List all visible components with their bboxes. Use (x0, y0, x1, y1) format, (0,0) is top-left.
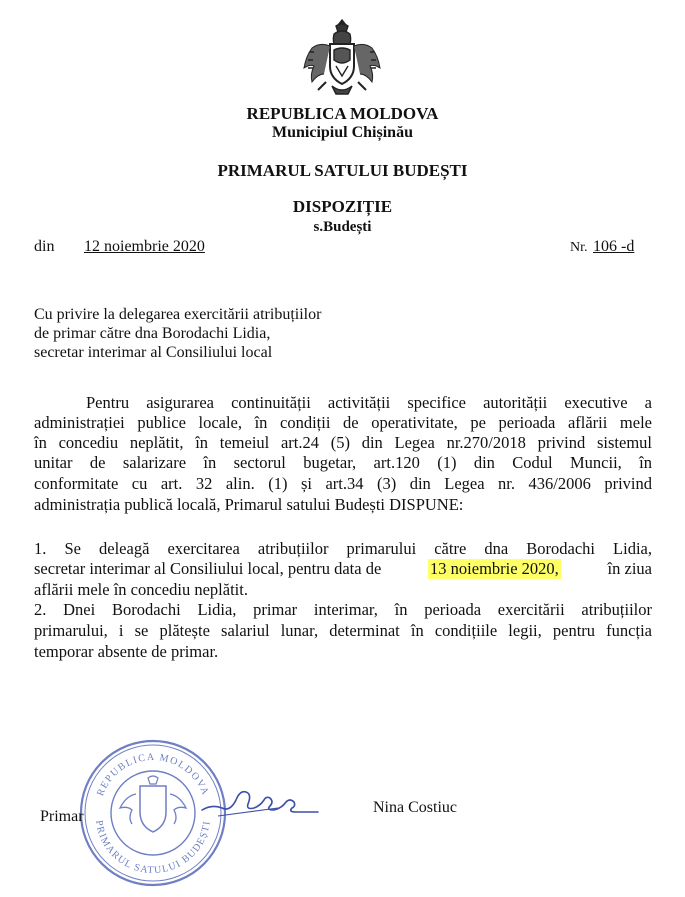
preamble-line: conformitate cu art. 32 alin. (1) și art.34 (3) din Legea nr. 436/2006 privind (34, 474, 652, 493)
date-prefix: din (34, 238, 55, 255)
number-prefix: Nr. (570, 240, 588, 255)
handwritten-signature (200, 776, 325, 826)
item-1-line (34, 559, 652, 579)
preamble-line: unitar de salarizare în sectorul bugetar, art.120 (1) din Codul Muncii, în (34, 453, 652, 472)
subject-line: de primar către dna Borodachi Lidia, (34, 325, 271, 342)
item-1-line: 1. Se deleagă exercitarea atribuțiilor primarului către dna Borodachi Lidia, (34, 539, 652, 558)
document-date (76, 238, 250, 256)
signatory-role: Primar (40, 808, 84, 825)
document-date-value: 12 noiembrie 2020 (84, 238, 205, 255)
signatory-name: Nina Costiuc (373, 799, 457, 816)
item-1-text: secretar interimar al Consiliului local, pentru data de (34, 559, 382, 578)
authority-title: PRIMARUL SATULUI BUDEȘTI (217, 161, 468, 180)
document-type-title: DISPOZIȚIE (292, 197, 393, 216)
item-2-line: primarului, i se plătește salariul lunar, determinat în condițiile legii, pentru funcția (34, 621, 652, 640)
seal-top-text: REPUBLICA MOLDOVA (95, 751, 211, 798)
municipality-title: Municipiul Chișinău (272, 124, 413, 141)
coat-of-arms-emblem (296, 16, 388, 102)
item-2-line: 2. Dnei Borodachi Lidia, primar interimar, în perioada exercitării atribuțiilor (34, 600, 652, 619)
seal-bottom-text: PRIMARUL SATULUI BUDEȘTI (93, 819, 213, 877)
preamble-line: administrației publice locale, în condiții de operativitate, pe perioada aflării mele (34, 413, 652, 432)
highlighted-date: 13 noiembrie 2020, (430, 559, 559, 578)
subject-line: secretar interimar al Consiliului local (34, 344, 273, 361)
item-1-line: aflării mele în concediu neplătit. (34, 580, 248, 599)
place-label: s.Budești (313, 219, 372, 235)
preamble-line: în concediu neplătit, în temeiul art.24 (5) din Legea nr.270/2018 privind sistemul (34, 433, 652, 452)
subject-line: Cu privire la delegarea exercitării atribuțiilor (34, 306, 322, 323)
country-title: REPUBLICA MOLDOVA (246, 104, 439, 123)
document-number: 106 -d (593, 238, 635, 255)
preamble-line: Pentru asigurarea continuității activității specifice autorității executive a (86, 393, 652, 412)
item-1-text: în ziua (607, 559, 652, 578)
svg-text:PRIMARUL SATULUI BUDEȘTI (93, 820, 213, 876)
preamble-line: administrația publică locală, Primarul satului Budești DISPUNE: (34, 495, 464, 514)
item-2-line: temporar absente de primar. (34, 642, 219, 661)
